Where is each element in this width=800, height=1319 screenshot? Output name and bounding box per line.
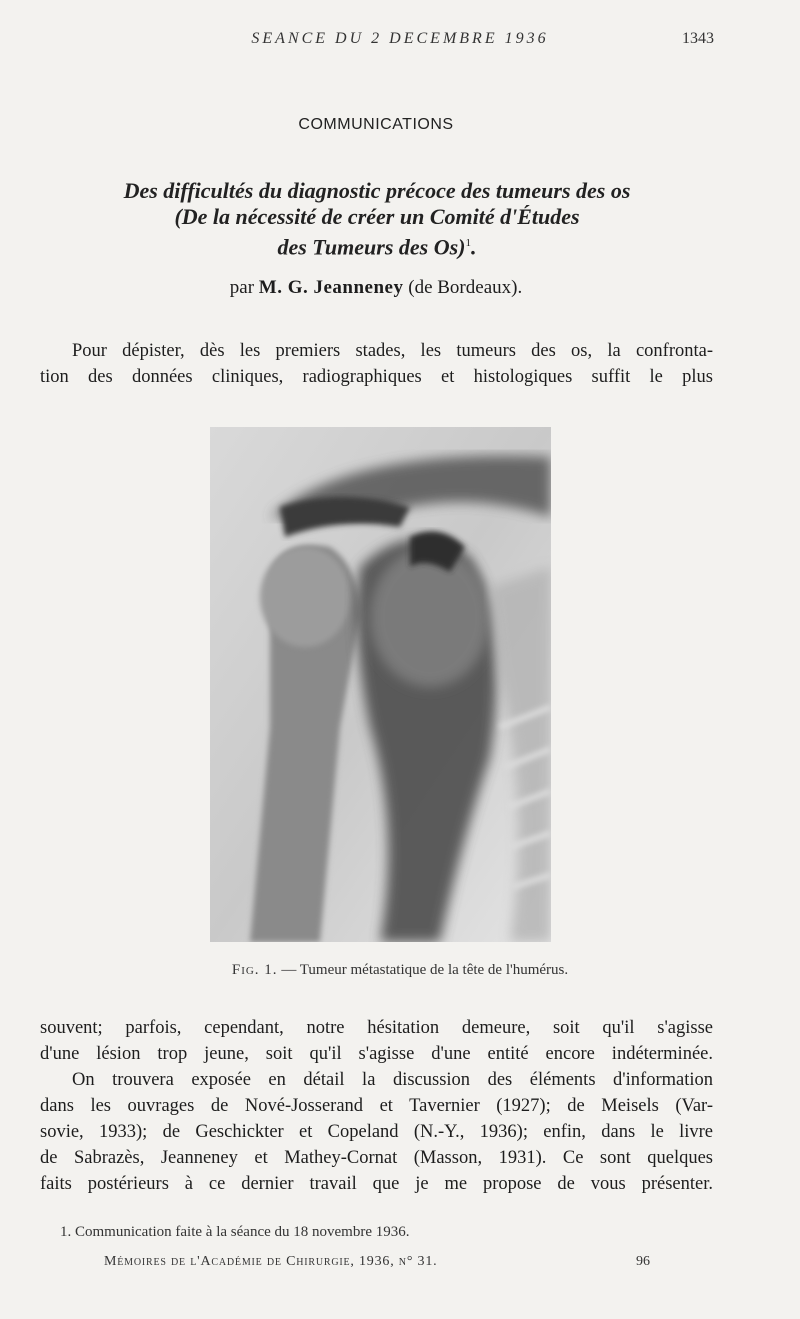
figure-caption-text: — Tumeur métastatique de la tête de l'humérus. [281,962,569,978]
title-line-3-end: . [471,234,477,260]
text-line: sovie, 1933); de Geschickter et Copeland (N.-Y., 1936); enfin, dans le livre [40,1122,713,1142]
footer-journal: Mémoires de l'Académie de Chirurgie, 1936, n° 31. [104,1254,438,1269]
text-line: de Sabrazès, Jeanneney et Mathey-Cornat (Masson, 1931). Ce sont quelques [40,1148,713,1168]
text-line: souvent; parfois, cependant, notre hésitation demeure, soit qu'il s'agisse [40,1018,713,1038]
title-line-2: (De la nécessité de créer un Comité d'Études [174,204,580,229]
paragraph-intro [40,338,713,390]
footnote: 1. Communication faite à la séance du 18 novembre 1936. [60,1224,410,1240]
text-line: tion des données cliniques, radiographiques et histologiques suffit le plus [40,367,713,387]
title-line-3-text: des Tumeurs des Os) [277,234,466,260]
page-footer [104,1254,650,1270]
paragraph-body [40,1015,713,1197]
section-heading: COMMUNICATIONS [298,116,454,133]
running-title: SEANCE DU 2 DECEMBRE 1936 [251,30,549,47]
figure-label: Fig. 1. [231,962,278,978]
running-head [0,30,800,54]
title-line-1: Des difficultés du diagnostic précoce des tumeurs des os [123,178,631,203]
footer-signature-number: 96 [636,1254,650,1269]
footnote-marker: 1 [465,237,472,249]
article-title [30,178,724,260]
title-line-3 [30,230,724,260]
figure-caption [0,962,800,979]
text-line: faits postérieurs à ce dernier travail que je me propose de vous présenter. [40,1174,713,1194]
text-line: Pour dépister, dès les premiers stades, les tumeurs des os, la confronta- [72,341,713,361]
byline-prefix: par [229,277,255,298]
author-affiliation: (de Bordeaux). [408,277,523,298]
xray-figure [210,427,551,942]
text-line: On trouvera exposée en détail la discussion des éléments d'information [72,1070,713,1090]
text-line: dans les ouvrages de Nové-Josserand et Tavernier (1927); de Meisels (Var- [40,1096,713,1116]
author-name: M. G. Jeanneney [258,277,404,298]
byline [0,277,752,299]
text-line: d'une lésion trop jeune, soit qu'il s'agisse d'une entité encore indéterminée. [40,1044,713,1064]
xray-image [210,427,551,942]
page-number: 1343 [682,30,714,47]
